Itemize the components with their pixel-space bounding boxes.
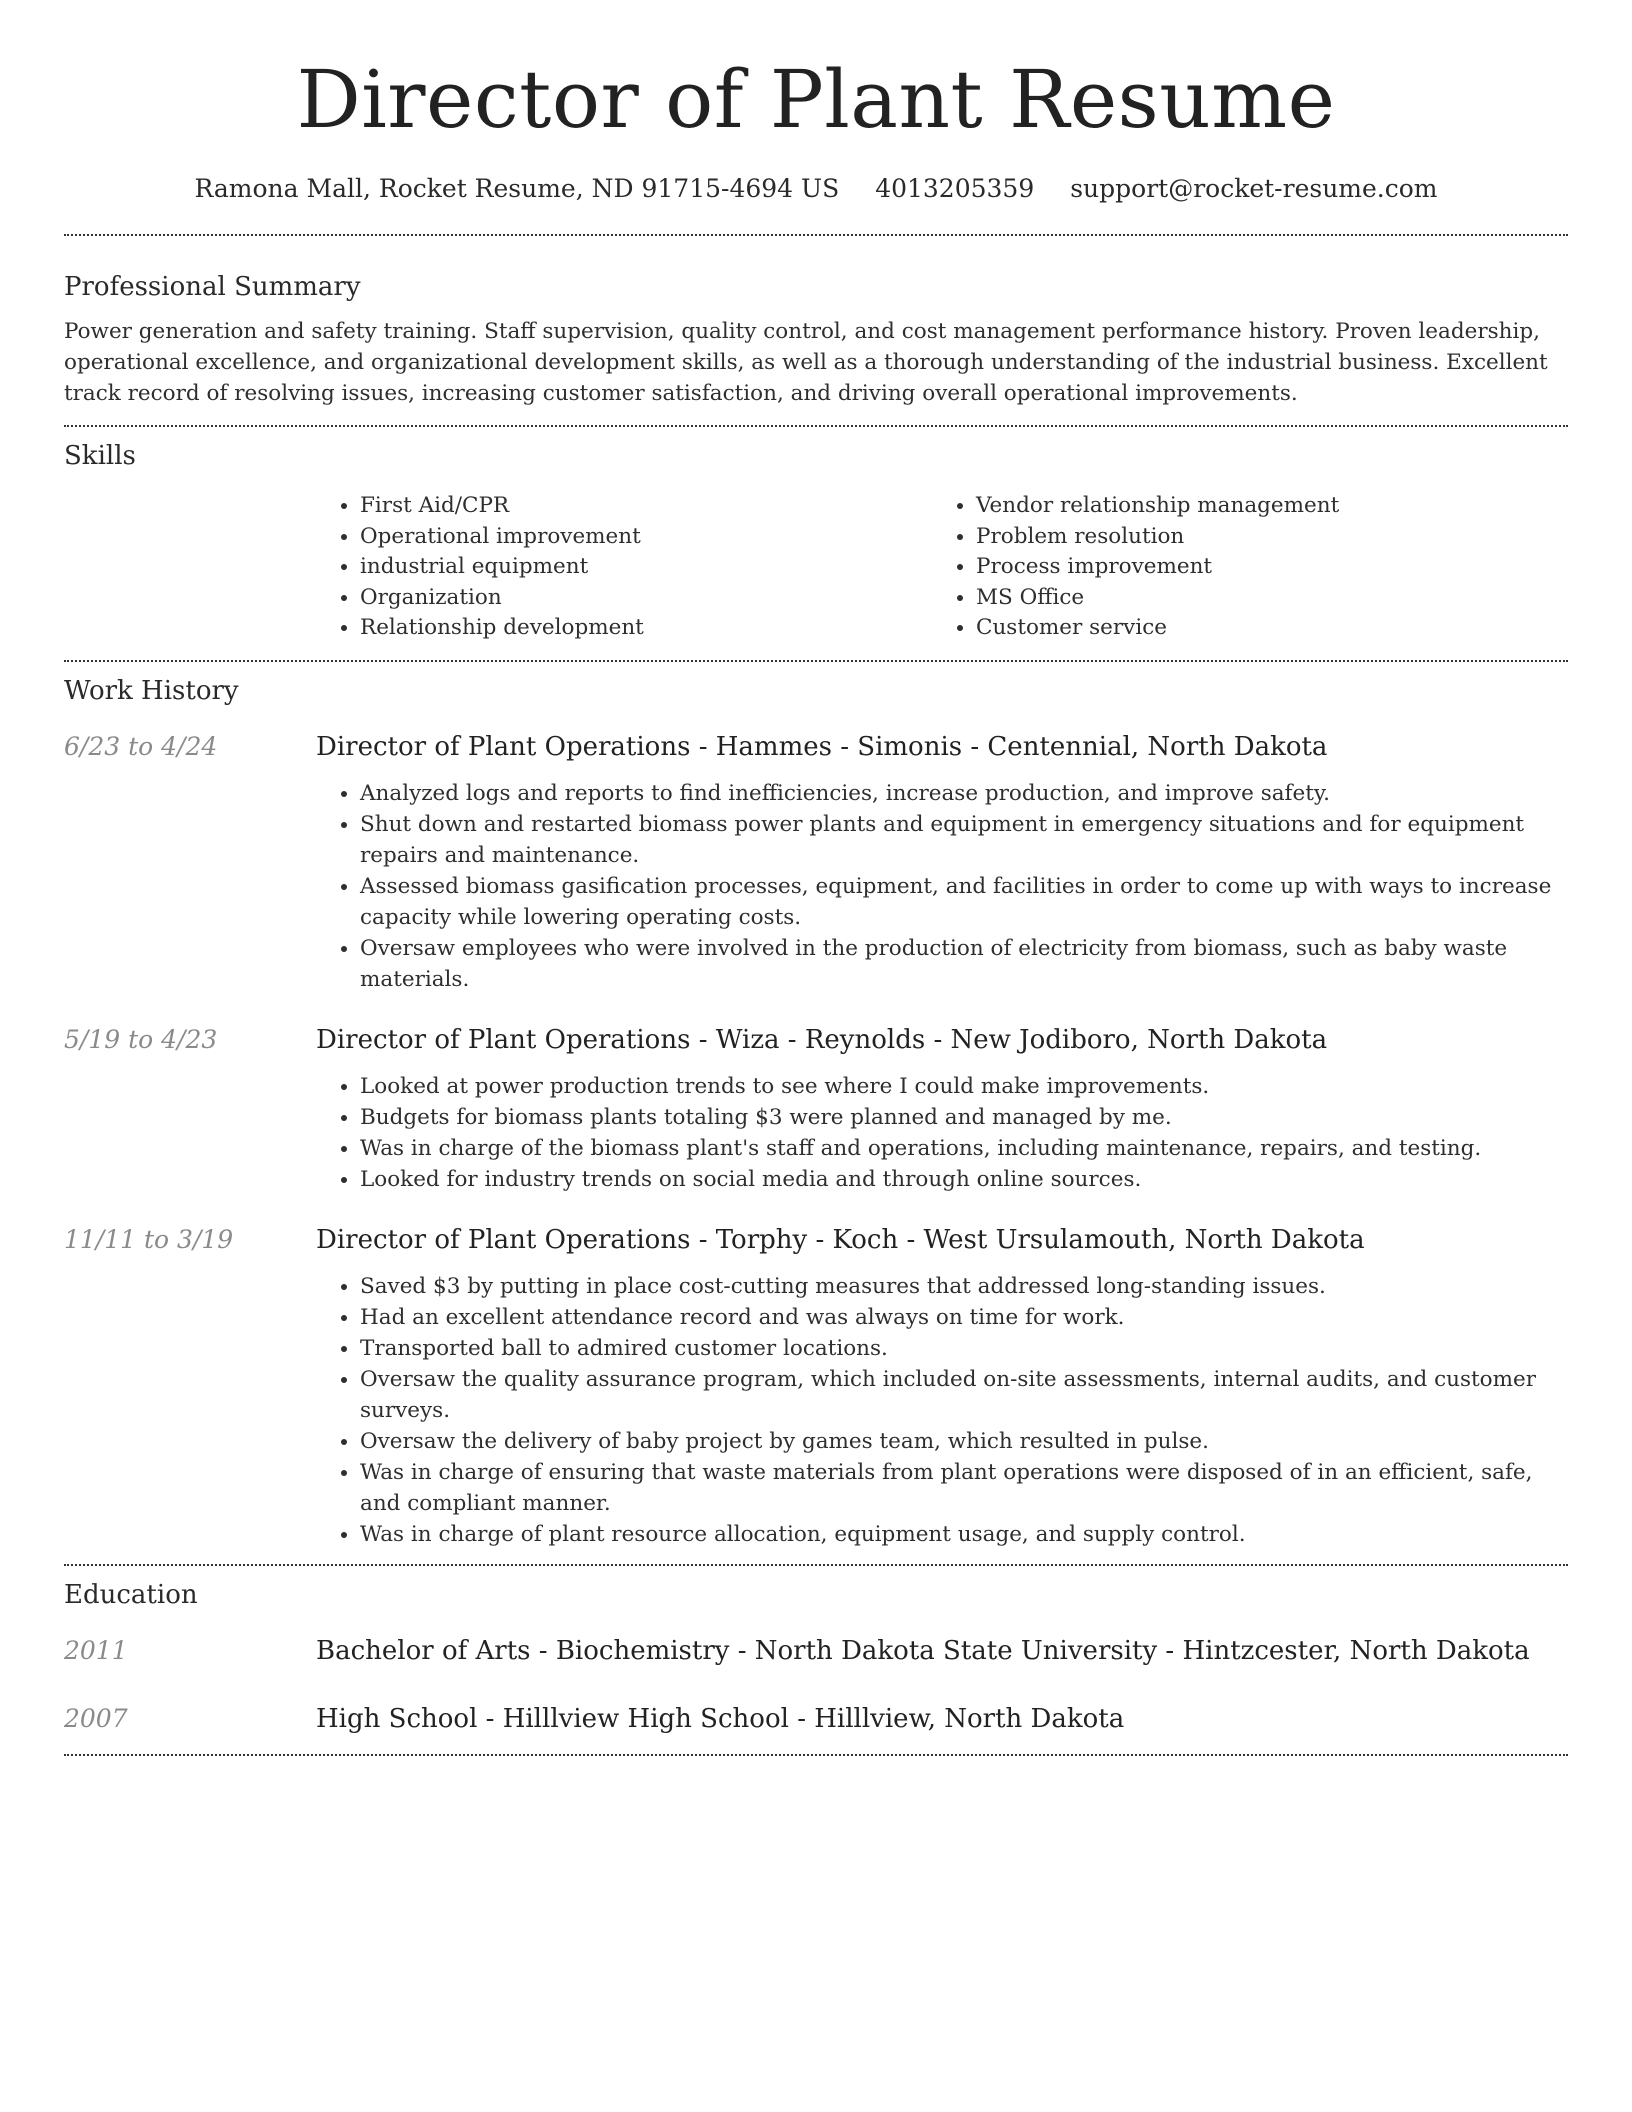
education-title: Bachelor of Arts - Biochemistry - North Dakota State University - Hintzcester, North Dakota (316, 1635, 1530, 1666)
work-heading: Work History (64, 675, 239, 706)
skill-item: • First Aid/CPR (360, 491, 932, 522)
education-year: 2011 (64, 1635, 128, 1665)
job-entry (64, 730, 1568, 995)
job-bullet: • Saved $3 by putting in place cost-cutting measures that addressed long-standing issues. (360, 1271, 1568, 1302)
job-bullet: • Oversaw employees who were involved in the production of electricity from biomass, such as baby waste materials. (360, 933, 1568, 995)
job-bullets (316, 1071, 1568, 1195)
job-bullets (316, 1271, 1568, 1550)
skill-item: • Operational improvement (360, 522, 932, 553)
skill-item: • industrial equipment (360, 552, 932, 583)
job-bullet: • Transported ball to admired customer locations. (360, 1333, 1568, 1364)
contact-email: support@rocket-resume.com (1070, 174, 1438, 203)
divider (64, 1564, 1568, 1566)
contact-address: Ramona Mall, Rocket Resume, ND 91715-4694 US (194, 174, 840, 203)
job-bullet: • Analyzed logs and reports to find inefficiencies, increase production, and improve safety. (360, 778, 1568, 809)
job-entry (64, 1223, 1568, 1550)
job-header (64, 730, 1568, 764)
job-bullets (316, 778, 1568, 995)
job-title: Director of Plant Operations - Torphy - Koch - West Ursulamouth, North Dakota (316, 1224, 1365, 1255)
job-title: Director of Plant Operations - Wiza - Reynolds - New Jodiboro, North Dakota (316, 1024, 1328, 1055)
skill-item: • Relationship development (360, 613, 932, 644)
skills-column-right (932, 491, 1548, 644)
job-header (64, 1023, 1568, 1057)
job-bullet: • Was in charge of ensuring that waste materials from plant operations were disposed of in an efficient, safe, and compliant manner. (360, 1457, 1568, 1519)
skills-heading: Skills (64, 441, 136, 471)
divider (64, 660, 1568, 662)
skills-column-left (316, 491, 932, 644)
job-bullet: • Was in charge of the biomass plant's staff and operations, including maintenance, repairs, and testing. (360, 1133, 1568, 1164)
job-bullet: • Shut down and restarted biomass power plants and equipment in emergency situations and for equipment repairs and maintenance. (360, 809, 1568, 871)
education-year: 2007 (64, 1703, 128, 1733)
skill-item: • Vendor relationship management (976, 491, 1548, 522)
job-dates: 11/11 to 3/19 (64, 1224, 234, 1254)
resume-title: Director of Plant Resume (296, 53, 1336, 146)
skill-item: • Process improvement (976, 552, 1548, 583)
summary-heading: Professional Summary (64, 272, 361, 302)
job-header (64, 1223, 1568, 1257)
contact-phone: 4013205359 (875, 174, 1035, 203)
education-section (64, 1578, 1568, 1736)
job-entry (64, 1023, 1568, 1195)
summary-section (64, 270, 1568, 409)
education-title: High School - Hilllview High School - Hilllview, North Dakota (316, 1703, 1125, 1734)
job-dates: 5/19 to 4/23 (64, 1024, 218, 1054)
education-heading: Education (64, 1579, 198, 1610)
contact-line (64, 172, 1568, 206)
job-bullet: • Oversaw the delivery of baby project by games team, which resulted in pulse. (360, 1426, 1568, 1457)
work-section (64, 674, 1568, 1550)
skills-list (316, 491, 1568, 644)
skill-item: • Problem resolution (976, 522, 1548, 553)
job-bullet: • Budgets for biomass plants totaling $3 were planned and managed by me. (360, 1102, 1568, 1133)
skill-item: • Customer service (976, 613, 1548, 644)
skill-item: • MS Office (976, 583, 1548, 614)
job-bullet: • Assessed biomass gasification processes, equipment, and facilities in order to come up with ways to increase capacity while lowering operating costs. (360, 871, 1568, 933)
job-bullet: • Oversaw the quality assurance program, which included on-site assessments, internal audits, and customer surveys. (360, 1364, 1568, 1426)
job-bullet: • Had an excellent attendance record and was always on time for work. (360, 1302, 1568, 1333)
job-dates: 6/23 to 4/24 (64, 731, 218, 761)
job-bullet: • Looked for industry trends on social media and through online sources. (360, 1164, 1568, 1195)
skills-section (64, 439, 1568, 644)
job-bullet: • Looked at power production trends to see where I could make improvements. (360, 1071, 1568, 1102)
education-entry (64, 1634, 1568, 1668)
job-title: Director of Plant Operations - Hammes - Simonis - Centennial, North Dakota (316, 731, 1328, 762)
divider (64, 425, 1568, 427)
skill-item: • Organization (360, 583, 932, 614)
job-bullet: • Was in charge of plant resource allocation, equipment usage, and supply control. (360, 1519, 1568, 1550)
divider (64, 234, 1568, 236)
education-entry (64, 1702, 1568, 1736)
divider (64, 1754, 1568, 1756)
summary-text: Power generation and safety training. Staff supervision, quality control, and cost management performance history. Proven leadership, operational excellence, and organizational development skills, as well as a thorough understanding of the industrial business. Excellent track record of resolving issues, increasing customer satisfaction, and driving overall operational improvements. (64, 319, 1548, 406)
